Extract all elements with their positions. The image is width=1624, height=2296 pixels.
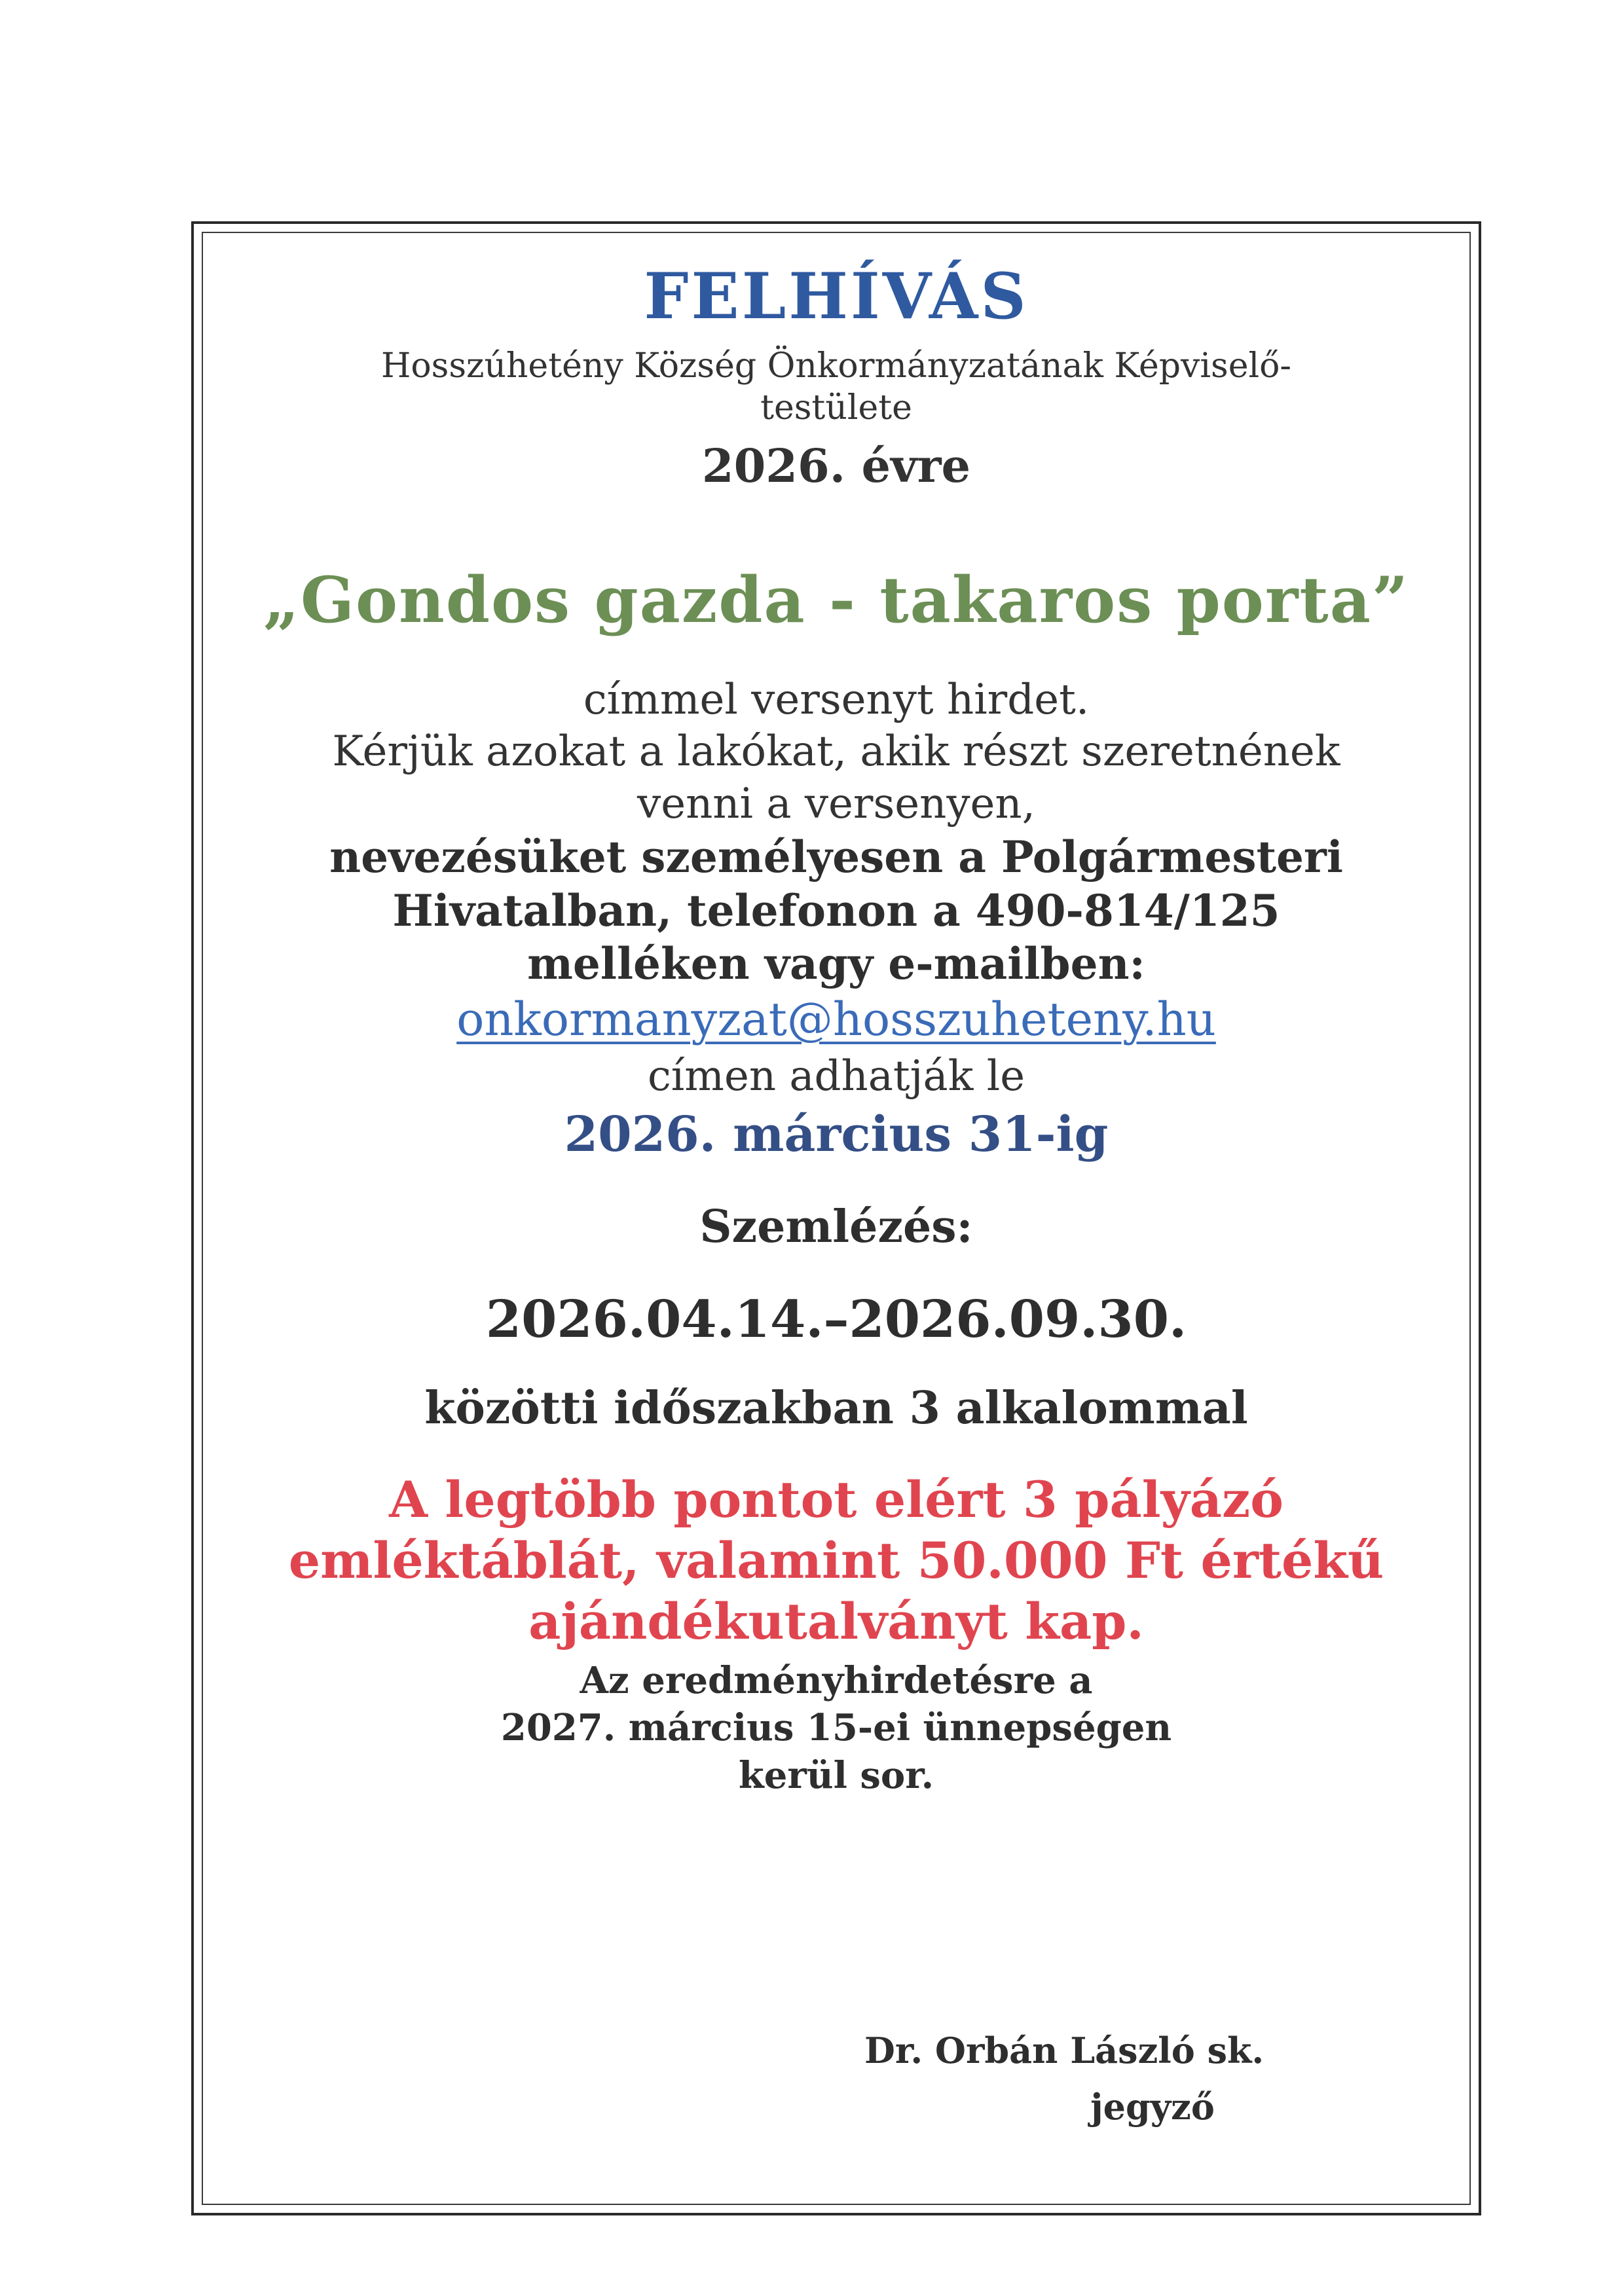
prize-line-2: emléktáblát, valamint 50.000 Ft értékű <box>288 1531 1384 1590</box>
body-bold-line-1: nevezésüket személyesen a Polgármesteri <box>329 831 1343 883</box>
inspection-heading: Szemlézés: <box>699 1200 973 1253</box>
result-line-1: Az eredményhirdetésre a <box>580 1658 1093 1702</box>
competition-slogan: „Gondos gazda - takaros porta” <box>263 563 1410 638</box>
application-deadline: 2026. március 31-ig <box>564 1106 1109 1163</box>
prize-line-1: A legtöbb pontot elért 3 pályázó <box>389 1470 1283 1529</box>
body-line-3: venni a versenyen, <box>637 780 1035 829</box>
body-bold-line-3: melléken vagy e-mailben: <box>527 938 1145 990</box>
body-bold-line-2: Hivatalban, telefonon a 490-814/125 <box>392 884 1280 936</box>
email-link[interactable]: onkormanyzat@hosszuheteny.hu <box>456 993 1216 1047</box>
signature-block <box>864 2030 1388 2128</box>
inspection-dates: 2026.04.14.–2026.09.30. <box>485 1289 1187 1349</box>
body-line-1: címmel versenyt hirdet. <box>583 675 1090 724</box>
prize-line-3: ajándékutalványt kap. <box>528 1592 1144 1651</box>
signatory-role: jegyző <box>1090 2086 1215 2128</box>
result-line-3: kerül sor. <box>738 1753 934 1797</box>
notice-content <box>216 249 1456 1796</box>
signatory-name: Dr. Orbán László sk. <box>864 2030 1264 2071</box>
notice-title: FELHÍVÁS <box>644 259 1029 333</box>
inspection-detail: közötti időszakban 3 alkalommal <box>424 1382 1248 1435</box>
year-line: 2026. évre <box>701 438 971 493</box>
body-line-4: címen adhatják le <box>647 1051 1025 1101</box>
result-line-2: 2027. március 15-ei ünnepségen <box>500 1706 1172 1750</box>
body-line-2: Kérjük azokat a lakókat, akik részt szeretnének <box>332 727 1340 776</box>
issuer-line-2: testülete <box>760 388 912 428</box>
issuer-line-1: Hosszúhetény Község Önkormányzatának Képviselő- <box>381 346 1291 386</box>
